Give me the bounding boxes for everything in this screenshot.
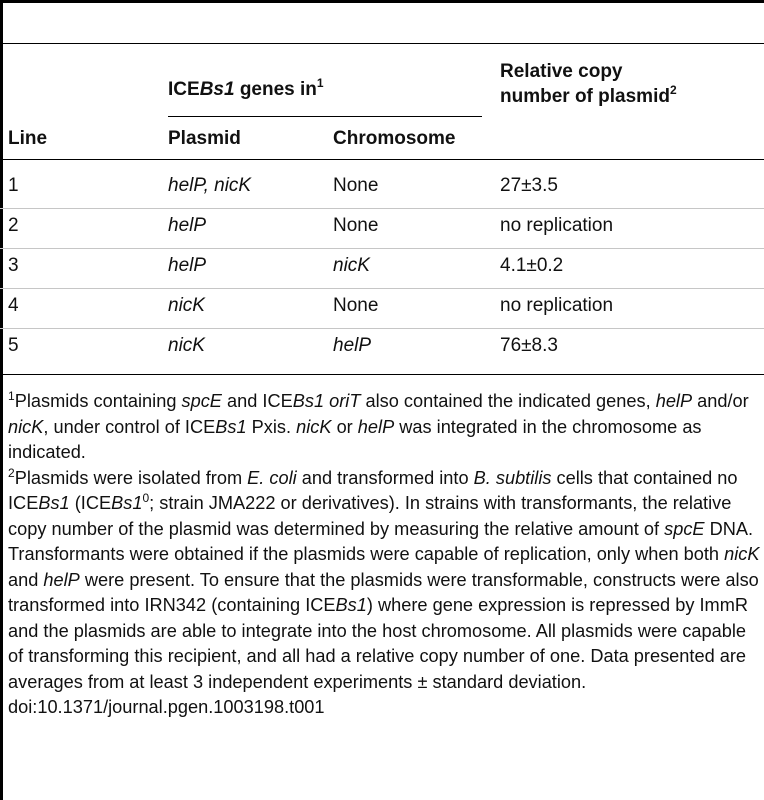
copy-number-header-line1: Relative copy — [500, 61, 623, 82]
cell-chromosome: nicK — [333, 255, 370, 276]
footnote-text-run: and transformed into — [296, 467, 474, 488]
footnote-text-run: Pxis. — [246, 416, 297, 437]
cell-line: 4 — [8, 295, 19, 316]
footnote-text-run: Plasmids were isolated from — [14, 467, 248, 488]
cell-copy: 76±8.3 — [500, 335, 558, 356]
cell-chromosome: None — [333, 175, 379, 196]
left-frame-border — [0, 0, 3, 800]
cell-plasmid: nicK — [168, 295, 205, 316]
cell-chromosome: helP — [333, 335, 372, 356]
cell-line: 2 — [8, 215, 19, 236]
table-footnotes — [8, 389, 760, 721]
row-divider — [0, 288, 764, 289]
cell-plasmid: helP — [168, 215, 207, 236]
footnote-text-run: Bs1 — [38, 493, 70, 513]
footnote-text-run: spcE — [664, 518, 705, 539]
table-bottom-rule — [0, 374, 764, 375]
header-bottom-rule — [0, 159, 764, 160]
footnote-text-run: , under control of ICE — [43, 416, 216, 437]
cell-copy: no replication — [500, 295, 614, 316]
footnote-text-run: Bs1 — [215, 416, 247, 437]
cell-chromosome: None — [333, 215, 379, 236]
footnote-text-run: B. subtilis — [473, 467, 552, 488]
footnote-text-run: and ICE — [221, 391, 293, 411]
ice-genes-group-header: ICEBs1 genes $in^1$ — [168, 75, 324, 100]
footnote-text-run: helP — [655, 391, 693, 411]
cell-plasmid: nicK — [168, 335, 205, 356]
footnote-text-run: ) where gene expression is repressed by ImmR and the plasmids are able to integrate into the host chromosome. All plasmids were capable of transforming this recipient, and all had a relative copy number of one. Data presented are averages from at least 3 independent experiments ± standard deviation. — [8, 595, 748, 692]
row-divider — [0, 248, 764, 249]
cell-plasmid: helP — [168, 255, 207, 276]
footnote-text-run: or — [331, 416, 358, 437]
footnote-text-run: 0 — [142, 490, 150, 505]
cell-line: 5 — [8, 335, 19, 356]
footnote-text-run: helP — [357, 416, 395, 437]
footnote-text-run: were present. To ensure that the plasmids were transformable, constructs were also transformed into IRN342 (containing ICE — [8, 569, 759, 615]
column-header-chromosome: Chromosome — [333, 128, 456, 149]
footnote-text-run: Plasmids containing — [14, 391, 182, 411]
footnote-text-run: 2 — [8, 465, 15, 480]
footnote-text-run: Bs1 oriT — [292, 391, 361, 411]
footnote-text-run: nicK — [296, 416, 332, 437]
cell-chromosome: None — [333, 295, 379, 316]
footnote-text-run: spcE — [181, 391, 222, 411]
footnote-text-run: E. coli — [247, 467, 297, 488]
row-divider — [0, 208, 764, 209]
footnote-text-run: also contained the indicated genes, — [360, 391, 656, 411]
footnote-text-run: cells that contained no ICE — [8, 467, 738, 513]
footnote-1 — [8, 389, 760, 466]
footnote-2 — [8, 466, 760, 696]
row-divider — [0, 328, 764, 329]
footnote-text-run: 1 — [8, 388, 15, 403]
footnote-text-run: was integrated in the chromosome as indicated. — [8, 416, 702, 462]
cell-copy: no replication — [500, 215, 614, 236]
footnote-text-run: ; strain JMA222 or derivatives). In strains with transformants, the relative copy number of the plasmid was determined by measuring the relative amount of — [8, 493, 732, 539]
cell-copy: 27±3.5 — [500, 175, 558, 196]
header-top-rule — [0, 43, 764, 44]
cell-line: 3 — [8, 255, 19, 276]
footnote-text-run: Bs1 — [111, 493, 143, 513]
copy-number-header-line2: number of plasmid$^2$ — [500, 82, 677, 107]
doi-line: doi:10.1371/journal.pgen.1003198.t001 — [8, 697, 325, 717]
ice-group-underline — [168, 116, 482, 117]
column-header-line: Line — [8, 128, 48, 149]
cell-plasmid: helP, nicK — [168, 175, 252, 196]
footnote-text-run: (ICE — [69, 493, 112, 513]
cell-line: 1 — [8, 175, 19, 196]
footnote-text-run: helP — [43, 569, 80, 590]
footnote-text-run: nicK — [8, 416, 44, 437]
footnote-text-run: nicK — [724, 544, 760, 564]
column-header-plasmid: Plasmid — [168, 128, 241, 149]
footnote-text-run: Bs1 — [335, 595, 367, 615]
footnote-text-run: and/or — [692, 391, 749, 411]
cell-copy: 4.1±0.2 — [500, 255, 564, 276]
table-top-rule — [0, 0, 764, 3]
footnote-text-run: DNA. Transformants were obtained if the plasmids were capable of replication, only when both — [8, 518, 754, 564]
footnote-text-run: and — [8, 569, 44, 590]
